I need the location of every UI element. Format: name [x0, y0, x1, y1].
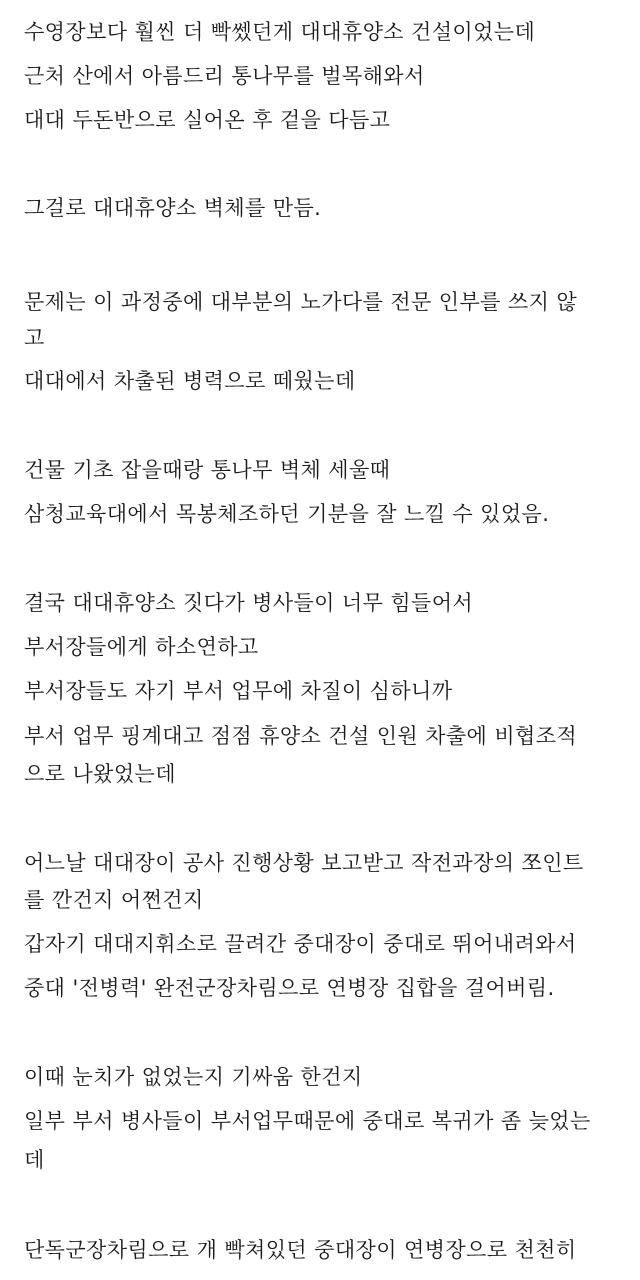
post-line: 단독군장차림으로 개 빡쳐있던 중대장이 연병장으로 천천히 — [24, 1238, 577, 1262]
post-line: 부서장들도 자기 부서 업무에 차질이 심하니까 — [24, 679, 453, 703]
post-line: 으로 나왔었는데 — [24, 762, 176, 786]
post-line: 대대 두돈반으로 실어온 후 겉을 다듬고 — [24, 108, 391, 132]
post-line: 갑자기 대대지휘소로 끌려간 중대장이 중대로 뛰어내려와서 — [24, 932, 577, 956]
post-line: 이때 눈치가 없었는지 기싸움 한건지 — [24, 1065, 363, 1089]
post-line: 문제는 이 과정중에 대부분의 노가다를 전문 인부를 쓰지 않 — [24, 290, 578, 314]
post-line: 중대 '전병력' 완전군장차림으로 연병장 집합을 걸어버림. — [24, 976, 555, 1000]
post-line: 건물 기초 잡을때랑 통나무 벽체 세울때 — [24, 458, 391, 482]
post-line: 어느날 대대장이 공사 진행상황 보고받고 작전과장의 쪼인트 — [24, 851, 584, 875]
post-line: 부서 업무 핑계대고 점점 휴양소 건설 인원 차출에 비협조적 — [24, 724, 578, 748]
post-line: 일부 부서 병사들이 부서업무때문에 중대로 복귀가 좀 늦었는 — [24, 1109, 591, 1133]
post-line: 부서장들에게 하소연하고 — [24, 635, 259, 659]
post-line: 결국 대대휴양소 짓다가 병사들이 너무 힘들어서 — [24, 591, 474, 615]
post-line: 고 — [24, 326, 45, 350]
post-line: 수영장보다 훨씬 더 빡쎘던게 대대휴양소 건설이었는데 — [24, 20, 536, 44]
post-line: 대대에서 차출된 병력으로 떼웠는데 — [24, 369, 356, 393]
post-line: 삼청교육대에서 목봉체조하던 기분을 잘 느낄 수 있었음. — [24, 502, 550, 526]
post-line: 근처 산에서 아름드리 통나무를 벌목해와서 — [24, 64, 425, 88]
post-line: 그걸로 대대휴양소 벽체를 만듬. — [24, 196, 322, 220]
post-line: 데 — [24, 1148, 45, 1172]
post-line: 를 깐건지 어쩐건지 — [24, 888, 204, 912]
